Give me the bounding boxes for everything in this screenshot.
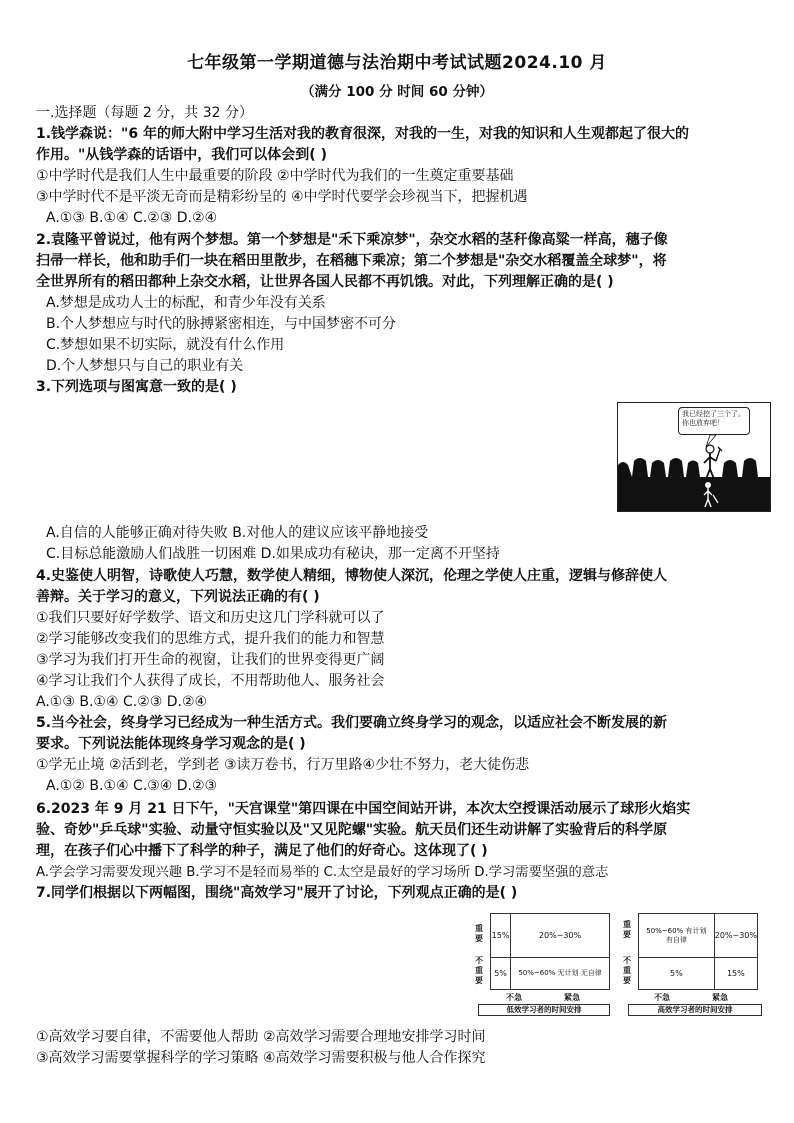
q1-stem-line2: 作用。"从钱学森的话语中，我们可以体会到( ) xyxy=(36,147,327,163)
chart1-caption: 低效学习者的时间安排 xyxy=(478,1004,610,1016)
chart1-cell: 20%~30% xyxy=(511,914,610,958)
q3-stem: 3.下列选项与图寓意一致的是( ) xyxy=(36,379,237,395)
q7-options-12: ①高效学习要自律，不需要他人帮助 ②高效学习需要合理地安排学习时间 xyxy=(36,1029,486,1045)
q3-options-cd: C.目标总能激励人们战胜一切困难 D.如果成功有秘诀，那一定离不开坚持 xyxy=(46,546,500,562)
q1-options-2: ③中学时代不是平淡无奇而是精彩纷呈的 ④中学时代要学会珍视当下，把握机遇 xyxy=(36,189,528,205)
chart2-table xyxy=(638,913,758,990)
q5-options: ①学无止境 ②活到老，学到老 ③读万卷书，行万里路④少壮不努力，老大徒伤悲 xyxy=(36,757,530,773)
q1-options-1: ①中学时代是我们人生中最重要的阶段 ②中学时代为我们的一生奠定重要基础 xyxy=(36,168,514,184)
chart2-row-label-1: 不重要 xyxy=(623,956,631,985)
q2-stem-line3: 全世界所有的稻田都种上杂交水稻，让世界各国人民都不再饥饿。对此，下列理解正确的是( ) xyxy=(36,274,614,290)
q4-answers: A.①③ B.①④ C.②③ D.②④ xyxy=(36,694,208,710)
q4-stem-line1: 4.史鉴使人明智，诗歌使人巧慧，数学使人精细，博物使人深沉，伦理之学使人庄重，逻辑与修辞使人 xyxy=(36,568,668,584)
q2-stem-line2: 扫帚一样长，他和助手们一块在稻田里散步，在稻穗下乘凉；第二个梦想是"杂交水稻覆盖全球梦"，将 xyxy=(36,253,667,269)
q4-option-1: ①我们只要好好学数学、语文和历史这几门学科就可以了 xyxy=(36,610,385,626)
q4-option-4: ④学习让我们个人获得了成长，不用帮助他人、服务社会 xyxy=(36,673,385,689)
chart2-cell: 15% xyxy=(714,958,757,990)
q2-option-a: A.梦想是成功人士的标配，和青少年没有关系 xyxy=(46,295,326,311)
q2-stem-line1: 2.袁隆平曾说过，他有两个梦想。第一个梦想是"禾下乘凉梦"，杂交水稻的茎秆像高粱一样高，穗子像 xyxy=(36,232,668,248)
q1-answers: A.①③ B.①④ C.②③ D.②④ xyxy=(46,210,218,226)
q5-stem-line1: 5.当今社会，终身学习已经成为一种生活方式。我们要确立终身学习的观念，以适应社会不断发展的新 xyxy=(36,715,668,731)
chart1-table xyxy=(490,913,610,990)
chart1-cell: 5% xyxy=(491,958,511,990)
chart2-row-label-0: 重要 xyxy=(623,920,631,939)
q7-options-34: ③高效学习需要掌握科学的学习策略 ④高效学习需要积极与他人合作探究 xyxy=(36,1050,486,1066)
q5-stem-line2: 要求。下列说法能体现终身学习观念的是( ) xyxy=(36,736,306,752)
q6-stem-line1: 6.2023 年 9 月 21 日下午，"天宫课堂"第四课在中国空间站开讲，本次太空授课活动展示了球形火焰实 xyxy=(36,801,691,817)
q2-option-b: B.个人梦想应与时代的脉搏紧密相连，与中国梦密不可分 xyxy=(46,316,397,332)
chart2-caption: 高效学习者的时间安排 xyxy=(628,1004,762,1016)
q6-answers: A.学会学习需要发现兴趣 B.学习不是轻而易举的 C.太空是最好的学习场所 D.学习需要坚强的意志 xyxy=(36,865,609,880)
chart2-cell: 50%~60% 有计划 有自律 xyxy=(639,914,715,958)
q1-stem-line1: 1.钱学森说："6 年的师大附中学习生活对我的教育很深，对我的一生，对我的知识和人生观都起了很大的 xyxy=(36,126,689,142)
q2-option-c: C.梦想如果不切实际，就没有什么作用 xyxy=(46,337,285,353)
chart1-row-label-1: 不重要 xyxy=(475,956,483,985)
chart1-col-label-1: 紧急 xyxy=(564,993,580,1002)
chart1-cell: 15% xyxy=(491,914,511,958)
chart2-col-label-1: 紧急 xyxy=(712,993,728,1002)
chart1-col-label-0: 不急 xyxy=(506,993,522,1002)
q3-cartoon-image xyxy=(617,402,771,512)
page-subtitle: （满分 100 分 时间 60 分钟） xyxy=(301,84,493,100)
q4-stem-line2: 善辩。关于学习的意义，下列说法正确的有( ) xyxy=(36,589,320,605)
cartoon-drawing xyxy=(618,403,770,511)
q6-stem-line2: 验、奇妙"乒乓球"实验、动量守恒实验以及"又见陀螺"实验。航天员们还生动讲解了实验背后的科学原 xyxy=(36,822,668,838)
q3-options-ab: A.自信的人能够正确对待失败 B.对他人的建议应该平静地接受 xyxy=(46,525,429,541)
q2-option-d: D.个人梦想只与自己的职业有关 xyxy=(46,358,244,374)
chart1-row-label-0: 重要 xyxy=(475,924,483,943)
cartoon-speech-bubble: 我已经挖了三个了。你也放弃吧！ xyxy=(678,407,750,435)
page-title: 七年级第一学期道德与法治期中考试试题2024.10 月 xyxy=(187,53,607,73)
q4-option-2: ②学习能够改变我们的思维方式，提升我们的能力和智慧 xyxy=(36,631,385,647)
chart2-cell: 20%~30% xyxy=(714,914,757,958)
q4-option-3: ③学习为我们打开生命的视窗，让我们的世界变得更广阔 xyxy=(36,652,385,668)
chart1-cell: 50%~60% 无计划 无自律 xyxy=(511,958,610,990)
q6-stem-line3: 理，在孩子们心中播下了科学的种子，满足了他们的好奇心。这体现了( ) xyxy=(36,843,488,859)
chart2-col-label-0: 不急 xyxy=(654,993,670,1002)
q7-stem: 7.同学们根据以下两幅图，围绕"高效学习"展开了讨论，下列观点正确的是( ) xyxy=(36,885,518,901)
section-heading: 一.选择题（每题 2 分，共 32 分） xyxy=(36,105,253,121)
chart2-cell: 5% xyxy=(639,958,715,990)
q5-answers: A.①② B.①④ C.③④ D.②③ xyxy=(46,778,218,794)
